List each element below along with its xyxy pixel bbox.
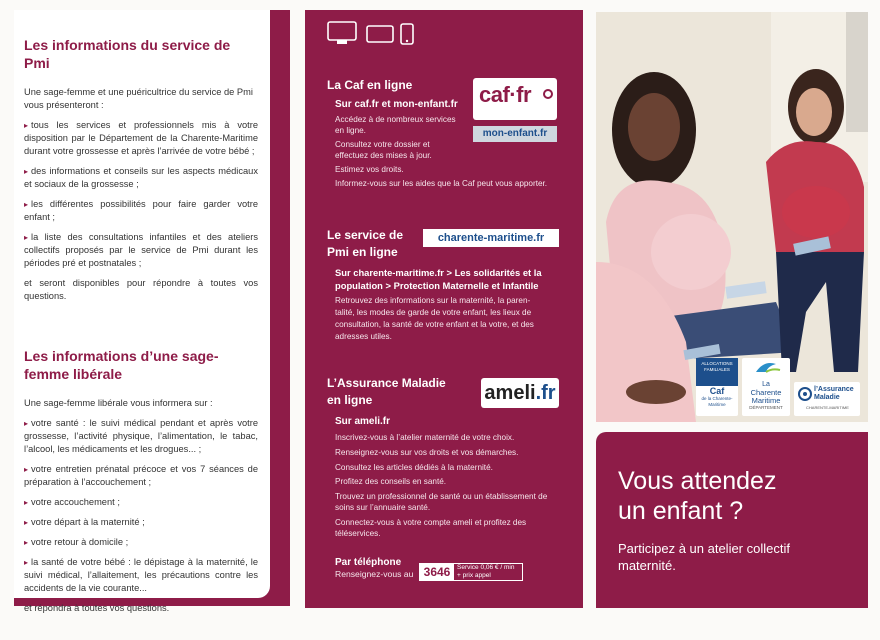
phone-title: Par téléphone xyxy=(335,557,402,568)
assurance-maladie-logo: l’Assurance Maladie CHARENTE-MARITIME xyxy=(794,382,860,416)
phone-number: 3646 xyxy=(420,564,454,580)
caf-text-1: Accédez à de nombreux services xyxy=(335,115,456,124)
arrow-icon: ▸ xyxy=(24,498,29,507)
arrow-icon: ▸ xyxy=(24,121,29,130)
caf-link[interactable]: Sur caf.fr et mon-enfant.fr xyxy=(335,99,458,110)
ameli-text-3: Consultez les articles dédiés à la maternité. xyxy=(335,463,493,472)
arrow-icon: ▸ xyxy=(24,167,29,176)
pmi-info-title: Les informations du service de Pmi xyxy=(24,37,231,71)
ameli-title-2: en ligne xyxy=(327,393,373,407)
ameli-text-5: Trouvez un professionnel de santé ou un établissement de xyxy=(335,492,548,501)
list-item: ▸ votre santé : le suivi médical pendant et après votre grossesse, l’activité physique, l’alimentation, le tabac, l’alcool, les médicaments et les drogues... ; xyxy=(24,418,258,454)
middle-panel xyxy=(305,10,583,608)
cover-title-panel xyxy=(596,432,868,608)
cover-title: Vous attendez un enfant ? xyxy=(618,467,777,525)
pmi-info-outro: et seront disponibles pour répondre à toutes vos questions. xyxy=(24,278,258,301)
left-panel xyxy=(14,10,290,613)
caf-text-3: Consultez votre dossier et xyxy=(335,140,430,149)
ameli-text-8: téléservices. xyxy=(335,529,381,538)
pmi-text-2: talité, les modes de garde de votre enfant, les lieux de xyxy=(335,308,532,317)
caf-title: La Caf en ligne xyxy=(327,78,413,92)
sage-femme-intro: Une sage-femme libérale vous informera sur : xyxy=(24,398,213,408)
caf-logo: caf·fr xyxy=(473,78,557,120)
caf-logo-mark xyxy=(543,89,553,99)
list-item: ▸ la liste des consultations infantiles et des ateliers collectifs proposés par le service de Pmi durant les périodes pré et postnatales ; xyxy=(24,232,258,268)
charente-maritime-dept-logo: La Charente Maritime DÉPARTEMENT xyxy=(742,358,790,416)
pmi-info-intro: Une sage-femme et une puéricultrice du service de Pmi vous présenteront : xyxy=(24,87,253,110)
arrow-icon: ▸ xyxy=(24,465,29,474)
sage-femme-title: Les informations d’une sage-femme libérale xyxy=(24,348,219,382)
charente-maritime-logo: charente-maritime.fr xyxy=(423,229,559,247)
pmi-text-4: adresses utiles. xyxy=(335,332,392,341)
ameli-text-1: Inscrivez-vous à l’atelier maternité de votre choix. xyxy=(335,433,515,442)
ameli-link[interactable]: Sur ameli.fr xyxy=(335,416,391,427)
ameli-text-2: Renseignez-vous sur vos droits et vos démarches. xyxy=(335,448,519,457)
pmi-online-title-2: Pmi en ligne xyxy=(327,245,398,259)
ameli-text-4: Profitez des conseils en santé. xyxy=(335,477,447,486)
arrow-icon: ▸ xyxy=(24,538,29,547)
cover-subtitle: Participez à un atelier collectif maternité. xyxy=(618,541,790,573)
arrow-icon: ▸ xyxy=(24,518,29,527)
devices-icon xyxy=(327,20,427,48)
ameli-logo: ameli.fr xyxy=(481,378,559,408)
list-item: ▸ votre retour à domicile ; xyxy=(24,537,129,547)
arrow-icon: ▸ xyxy=(24,419,29,428)
pmi-text-1: Retrouvez des informations sur la maternité, la paren- xyxy=(335,296,531,305)
caf-text-2: en ligne. xyxy=(335,126,366,135)
arrow-icon: ▸ xyxy=(24,233,29,242)
phone-text: Renseignez-vous au xyxy=(335,569,414,579)
caf-charente-logo: ALLOCATIONS FAMILIALES Caf de la Charente- Maritime xyxy=(696,358,738,416)
ameli-text-7: Connectez-vous à votre compte ameli et profitez des xyxy=(335,518,527,527)
ameli-title-1: L’Assurance Maladie xyxy=(327,376,446,390)
bird-icon xyxy=(742,358,790,376)
list-item: ▸ la santé de votre bébé : le dépistage à la maternité, le suivi médical, l’allaitement, les précautions contre les accidents de la vie courante... xyxy=(24,557,258,593)
arrow-icon: ▸ xyxy=(24,200,29,209)
pmi-link-2[interactable]: population > Protection Maternelle et Infantile xyxy=(335,280,539,291)
pmi-online-title-1: Le service de xyxy=(327,228,404,242)
caf-text-5: Estimez vos droits. xyxy=(335,165,404,174)
list-item: ▸ les différentes possibilités pour faire garder votre enfant ; xyxy=(24,199,258,222)
list-item: ▸ des informations et conseils sur les aspects médicaux et sociaux de la grossesse ; xyxy=(24,166,258,189)
list-item: ▸ votre entretien prénatal précoce et vos 7 séances de préparation à l’accouchement ; xyxy=(24,464,258,487)
list-item: ▸ votre départ à la maternité ; xyxy=(24,517,145,527)
caf-text-4: effectuez des mises à jour. xyxy=(335,151,432,160)
sage-femme-outro: et répondra à toutes vos questions. xyxy=(24,603,170,613)
list-item: ▸ tous les services et professionnels mis à votre disposition par le Département de la Charente-Maritime durant votre grossesse et après l’arrivée de votre bébé ; xyxy=(24,120,258,156)
phone-number-box[interactable] xyxy=(419,563,523,581)
pmi-text-3: consultation, la santé de votre enfant et la votre, et des xyxy=(335,320,534,329)
left-panel-content xyxy=(14,10,270,613)
ameli-text-6: soins sur l’annuaire santé. xyxy=(335,503,431,512)
pregnant-women-photo xyxy=(596,12,868,422)
phone-rate: Service 0,06 € / min + prix appel xyxy=(454,564,522,580)
assurance-maladie-icon xyxy=(797,386,813,402)
mon-enfant-logo: mon-enfant.fr xyxy=(473,126,557,142)
arrow-icon: ▸ xyxy=(24,558,29,567)
pmi-link-1[interactable]: Sur charente-maritime.fr > Les solidarités et la xyxy=(335,267,542,278)
caf-text-6: Informez-vous sur les aides que la Caf peut vous apporter. xyxy=(335,179,548,188)
list-item: ▸ votre accouchement ; xyxy=(24,497,120,507)
